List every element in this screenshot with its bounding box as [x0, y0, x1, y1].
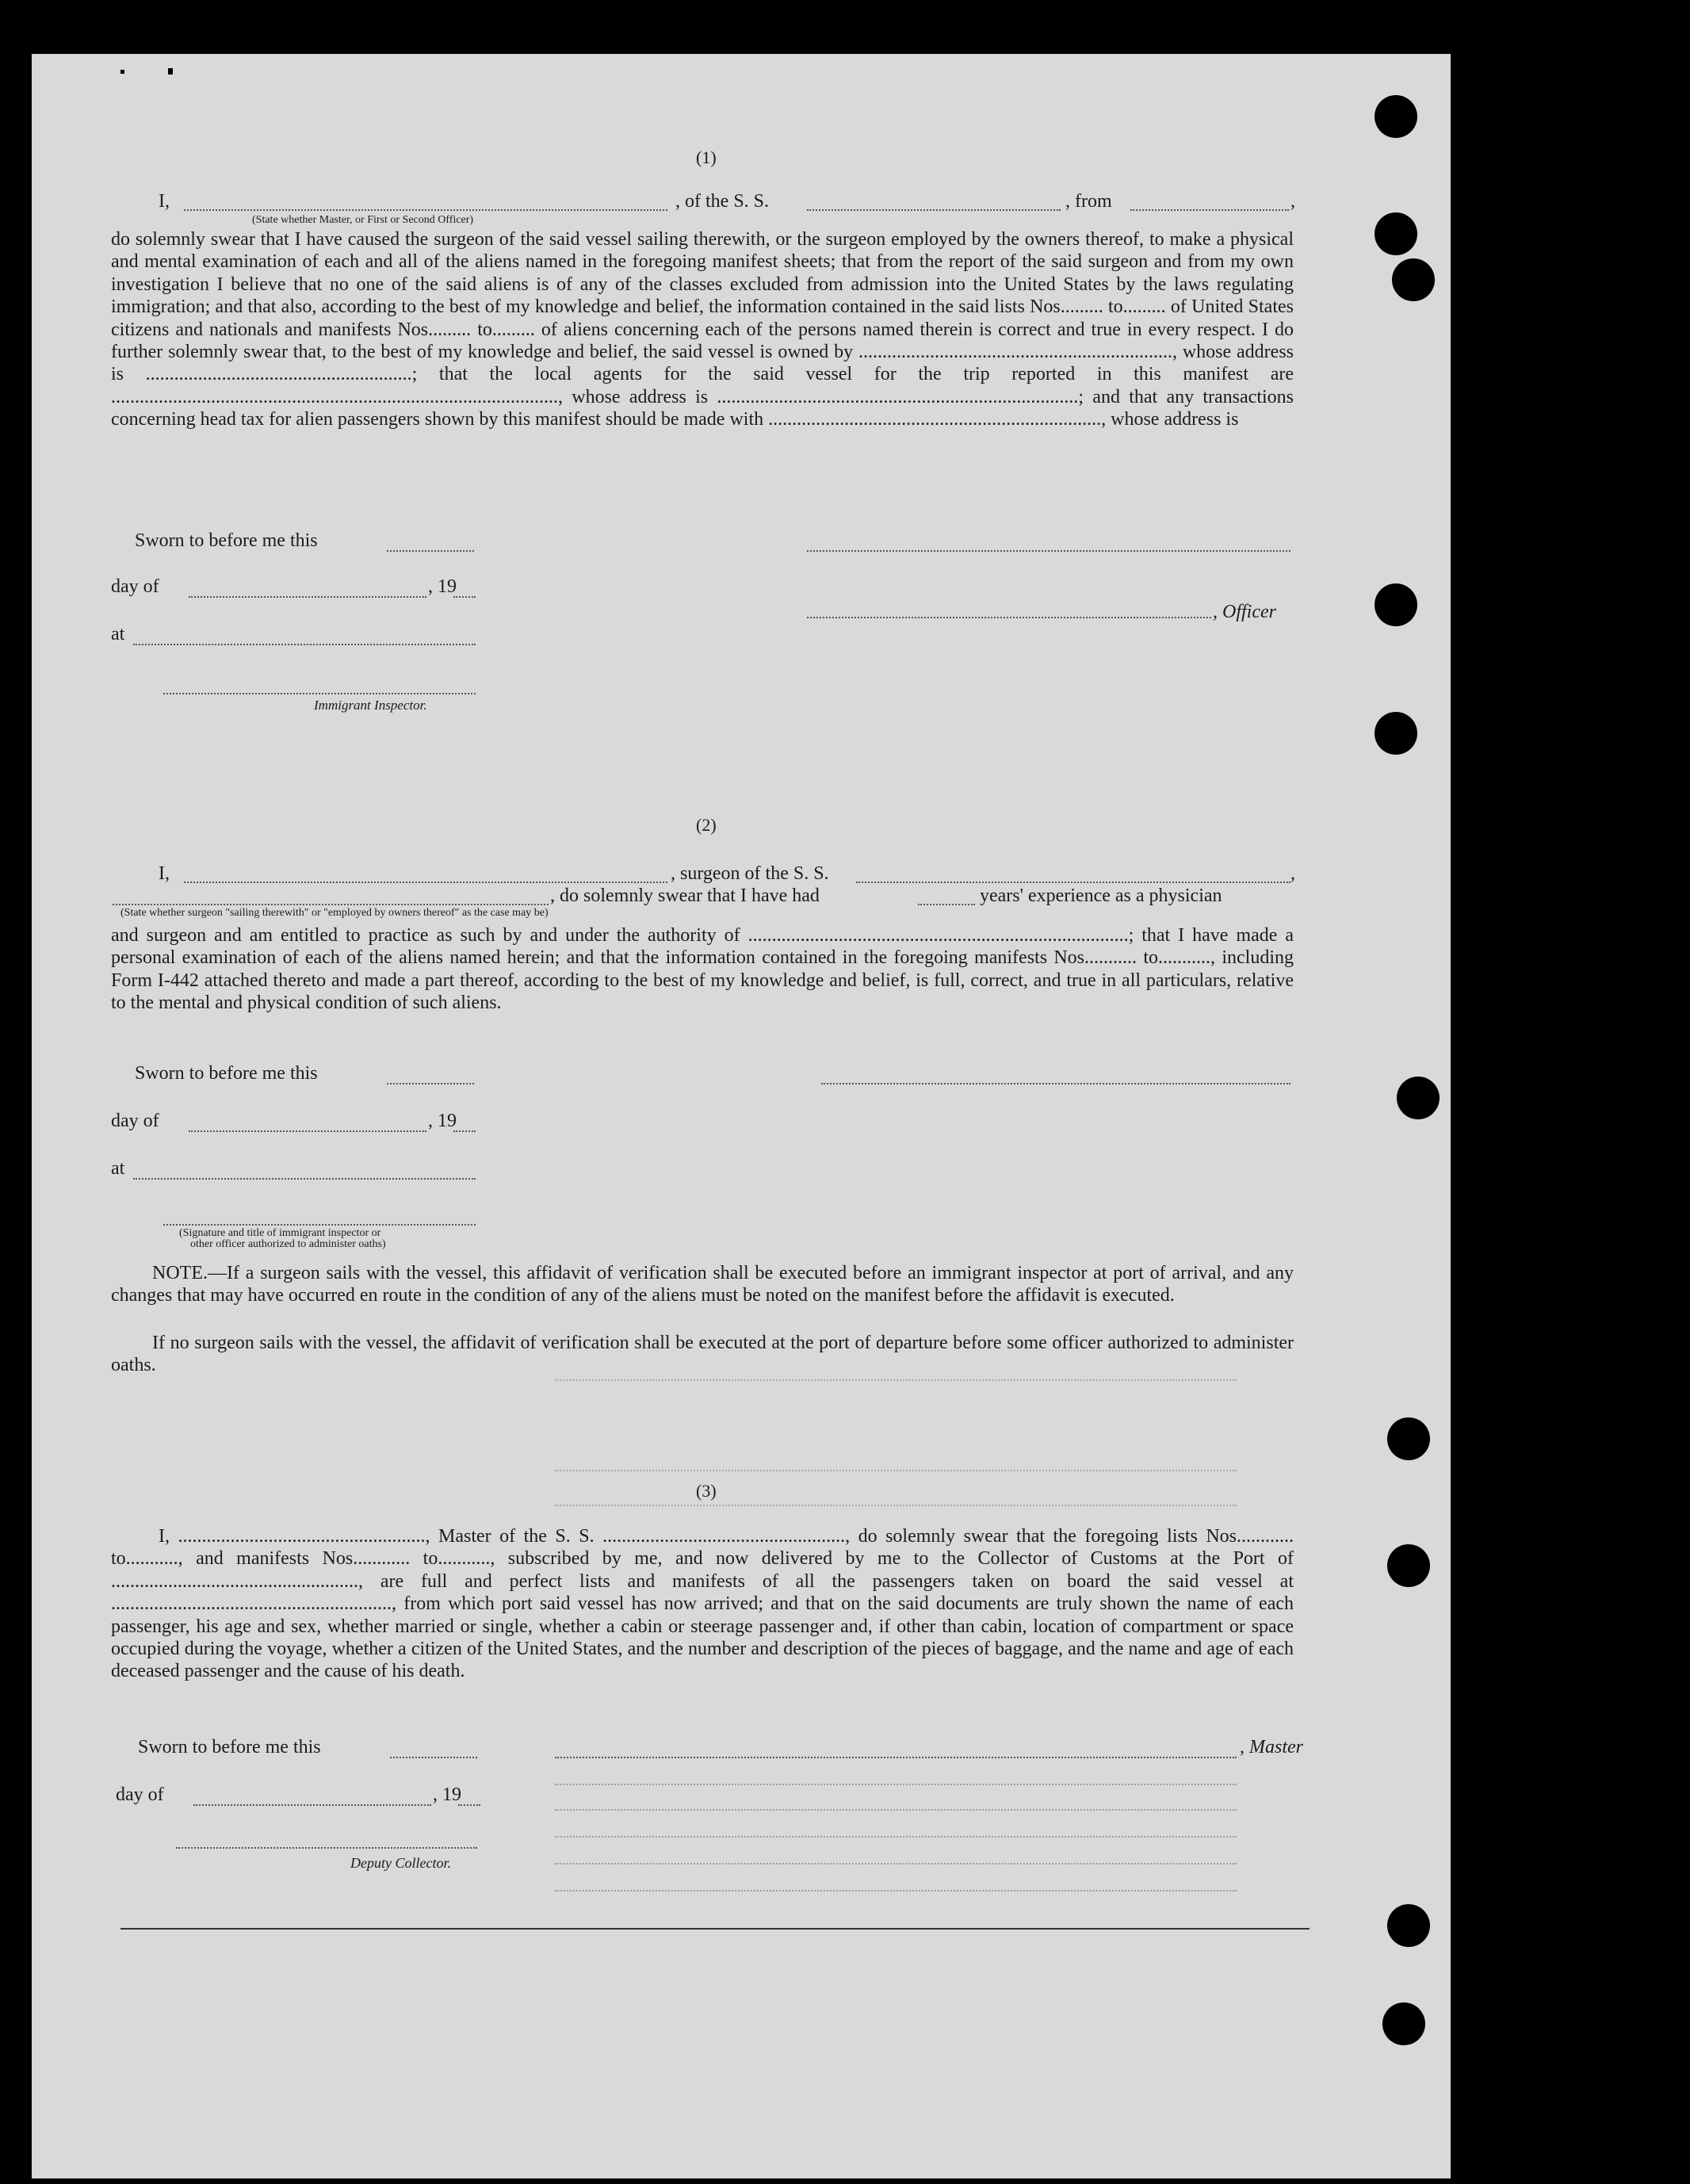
- s3-day-blank[interactable]: [193, 1804, 431, 1806]
- s1-officer-signature-blank[interactable]: [807, 617, 1211, 618]
- punch-hole: [1382, 2002, 1425, 2045]
- s3-collector-blank[interactable]: [176, 1847, 477, 1849]
- s2-oath-paragraph: and surgeon and am entitled to practice as such by and under the authority of ................................................................................; that I have made a personal examination of each of the aliens named herein; and that the information contained in the foregoing manifests Nos........... to..........., including Form I-442 attached thereto and made a part thereof, according to the best of my knowledge and belief, is full, correct, and true in all particulars, relative to the mental and physical condition of such aliens.: [111, 925, 1294, 1014]
- s1-sworn-label: Sworn to before me this: [135, 530, 318, 551]
- s2-day-of-label: day of: [111, 1111, 159, 1131]
- bleed-line: [555, 1863, 1237, 1865]
- s2-i-label: I,: [159, 863, 170, 884]
- s1-from-label: , from: [1065, 191, 1112, 212]
- s1-oath-paragraph: do solemnly swear that I have caused the surgeon of the said vessel sailing therewith, or the surgeon employed by the owners thereof, to make a physical and mental examination of each and all of the aliens named in the foregoing manifest sheets; that from the report of the said surgeon and from my own investigation I believe that no one of the said aliens is of any of the classes excluded from admission into the United States by the laws regulating immigration; and that also, according to the best of my knowledge and belief, the information contained in the said lists Nos......... to......... of United States citizens and nationals and manifests Nos......... to......... of aliens concerning each of the persons named therein is correct and true in every respect. I do further solemnly swear that, to the best of my knowledge and belief, the said vessel is owned by .................................................................., whose address is ........................................................; that the local agents for the said vessel for the trip reported in this manifest are .............................................................................................., whose address is ............................................................................; and that any transactions concerning head tax for alien passengers shown by this manifest should be made with ......................................................................, whose address is: [111, 229, 1294, 430]
- s2-sworn-label: Sworn to before me this: [135, 1063, 318, 1084]
- s3-day-of-label: day of: [116, 1784, 164, 1805]
- s1-year-blank[interactable]: [453, 596, 476, 598]
- manifest-page: [32, 54, 1451, 2178]
- punch-hole: [1375, 212, 1417, 255]
- s2-at-blank[interactable]: [133, 1178, 476, 1180]
- s2-surgeon-note: (State whether surgeon "sailing therewith" or "employed by owners thereof" as the case may be): [120, 907, 549, 919]
- s1-i-label: I,: [159, 191, 170, 212]
- s1-line-end: ,: [1290, 191, 1295, 212]
- s2-years-label: years' experience as a physician: [980, 885, 1222, 906]
- punch-hole: [1387, 1904, 1430, 1947]
- s2-surgeon-label: , surgeon of the S. S.: [671, 863, 829, 884]
- s2-at-label: at: [111, 1158, 125, 1179]
- s2-sig-note-1: (Signature and title of immigrant inspector or: [179, 1227, 381, 1239]
- punch-hole: [1375, 712, 1417, 755]
- s1-officer-label: , Officer: [1213, 602, 1276, 622]
- punch-hole: [1392, 258, 1435, 301]
- section-3-number: (3): [696, 1481, 717, 1501]
- s1-day-of-label: day of: [111, 576, 159, 597]
- s1-at-blank[interactable]: [133, 644, 476, 645]
- ink-speck: [168, 68, 173, 75]
- note-paragraph-2: If no surgeon sails with the vessel, the affidavit of verification shall be executed at the port of departure before some officer authorized to administer oaths.: [111, 1333, 1294, 1376]
- s1-inspector-label: Immigrant Inspector.: [314, 698, 427, 713]
- s2-ship-blank[interactable]: [856, 882, 1290, 883]
- s2-line-end: ,: [1290, 863, 1295, 884]
- bleed-line: [555, 1379, 1237, 1381]
- s3-oath-paragraph: I, ...................................................., Master of the S. S. ..................................................., do solemnly swear that the foregoing lists Nos............ to..........., and manifests Nos............ to..........., subscribed by me, and now delivered by me to the Collector of Customs at the Port of ...................................................., are full and perfect lists and manifests of all the passengers taken on board the said vessel at ..........................................................., from which port said vessel has now arrived; and that on the said documents are truly shown the name of each passenger, his age and sex, whether married or single, whether a cabin or steerage passenger and, if other than cabin, location of compartment or space occupied during the voyage, whether a citizen of the United States, and the number and description of the pieces of baggage, and the name and age of each deceased passenger and the cause of his death.: [111, 1526, 1294, 1682]
- bleed-line: [555, 1809, 1237, 1811]
- s2-year-label: , 19: [428, 1111, 457, 1131]
- s1-inspector-blank[interactable]: [163, 693, 476, 694]
- s1-sworn-blank[interactable]: [387, 550, 474, 552]
- bleed-line: [555, 1890, 1237, 1891]
- bleed-line: [555, 1836, 1237, 1838]
- s2-years-blank[interactable]: [918, 904, 975, 905]
- s2-surgeon-type-blank[interactable]: [113, 904, 549, 905]
- punch-hole: [1387, 1417, 1430, 1460]
- s1-officer-blank[interactable]: [184, 209, 667, 211]
- s1-signature-blank[interactable]: [807, 550, 1290, 552]
- s1-at-label: at: [111, 624, 125, 644]
- s3-master-signature-blank[interactable]: [555, 1757, 1237, 1758]
- s1-officer-note: (State whether Master, or First or Second Officer): [252, 214, 474, 226]
- section-1-number: (1): [696, 147, 717, 167]
- bottom-rule: [120, 1928, 1310, 1930]
- s3-sworn-blank[interactable]: [390, 1757, 477, 1758]
- note-paragraph-1: NOTE.—If a surgeon sails with the vessel, this affidavit of verification shall be executed before an immigrant inspector at port of arrival, and any changes that may have occurred en route in the condition of any of the aliens must be noted on the manifest before the affidavit is executed.: [111, 1263, 1294, 1306]
- bleed-line: [555, 1784, 1237, 1785]
- punch-hole: [1375, 95, 1417, 138]
- s2-sig-note-2: other officer authorized to administer oaths): [190, 1238, 386, 1250]
- s1-day-blank[interactable]: [189, 596, 426, 598]
- s2-inspector-blank[interactable]: [163, 1224, 476, 1226]
- s1-of-ss-label: , of the S. S.: [675, 191, 770, 212]
- s3-year-label: , 19: [433, 1784, 461, 1805]
- s3-collector-label: Deputy Collector.: [350, 1855, 451, 1871]
- s2-year-blank[interactable]: [453, 1130, 476, 1132]
- s1-year-label: , 19: [428, 576, 457, 597]
- bleed-line: [555, 1505, 1237, 1506]
- s2-signature-blank[interactable]: [821, 1083, 1290, 1084]
- section-2-number: (2): [696, 815, 717, 835]
- s3-master-label: , Master: [1240, 1737, 1303, 1758]
- ink-speck: [120, 70, 124, 74]
- s2-day-blank[interactable]: [189, 1130, 426, 1132]
- punch-hole: [1387, 1544, 1430, 1587]
- s1-from-blank[interactable]: [1130, 209, 1289, 211]
- bleed-line: [555, 1470, 1237, 1471]
- punch-hole: [1397, 1077, 1440, 1119]
- s3-sworn-label: Sworn to before me this: [138, 1737, 321, 1758]
- s3-year-blank[interactable]: [458, 1804, 480, 1806]
- s2-sworn-blank[interactable]: [387, 1083, 474, 1084]
- s1-ship-blank[interactable]: [807, 209, 1061, 211]
- punch-hole: [1375, 583, 1417, 626]
- s2-name-blank[interactable]: [184, 882, 667, 883]
- s2-swear-label: , do solemnly swear that I have had: [550, 885, 820, 906]
